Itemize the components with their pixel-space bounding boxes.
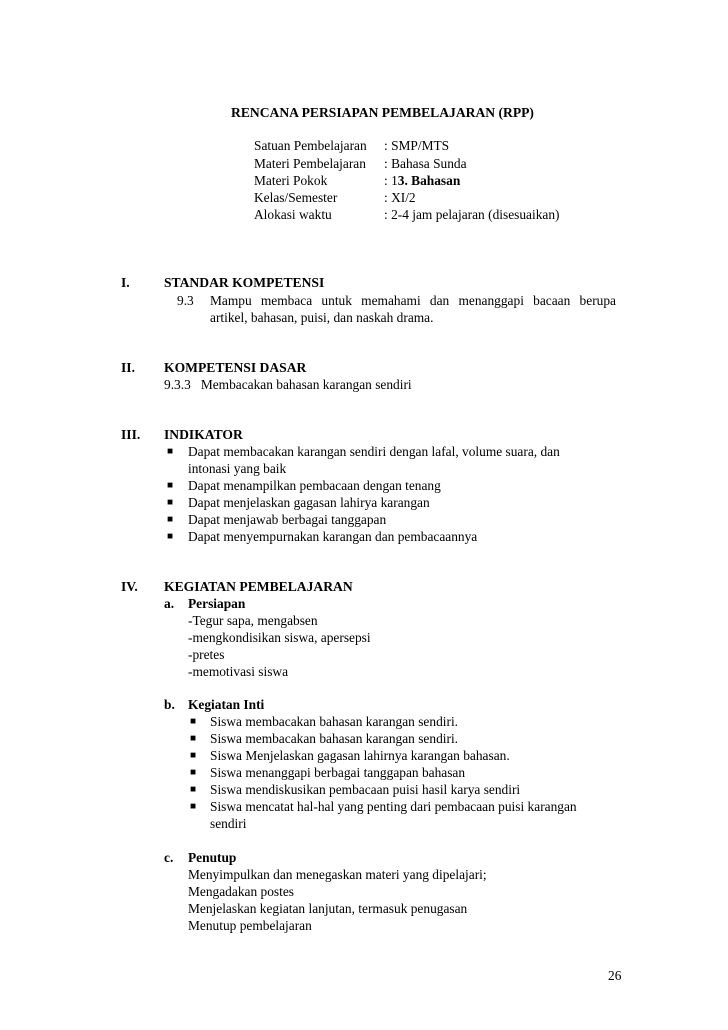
meta-key: Materi Pembelajaran <box>254 156 366 171</box>
activity-line: -memotivasi siswa <box>188 664 289 679</box>
bullet-icon: ■ <box>190 716 197 727</box>
section-title: INDIKATOR <box>164 427 243 442</box>
subsection-label: a. <box>164 596 175 611</box>
meta-value: : XI/2 <box>384 190 416 205</box>
section-title: STANDAR KOMPETENSI <box>164 275 325 290</box>
meta-value-prefix: : 1 <box>384 173 398 188</box>
activity-line: -Tegur sapa, mengabsen <box>188 613 318 628</box>
bullet-icon: ■ <box>190 750 197 761</box>
subsection-title: Penutup <box>188 850 237 865</box>
closing-line: Menyimpulkan dan menegaskan materi yang dipelajari; <box>188 867 487 882</box>
indicator-item: Dapat menjawab berbagai tanggapan <box>188 512 387 527</box>
meta-key: Materi Pokok <box>254 173 328 188</box>
subsection-label: c. <box>164 850 174 865</box>
bullet-icon: ■ <box>167 497 174 508</box>
activity-item: Siswa mendiskusikan pembacaan puisi hasil karya sendiri <box>210 782 521 797</box>
activity-line: -pretes <box>188 647 225 662</box>
meta-value: : SMP/MTS <box>384 138 450 153</box>
basic-competency-item: 9.3.3 Membacakan bahasan karangan sendiri <box>164 377 412 392</box>
meta-value <box>384 172 460 189</box>
indicator-item: intonasi yang baik <box>188 461 287 476</box>
closing-line: Menutup pembelajaran <box>188 918 312 933</box>
section-title: KOMPETENSI DASAR <box>164 360 307 375</box>
activity-item: sendiri <box>210 816 247 831</box>
bullet-icon: ■ <box>190 784 197 795</box>
activity-item: Siswa menanggapi berbagai tanggapan bahasan <box>210 765 466 780</box>
subsection-title: Kegiatan Inti <box>188 697 265 712</box>
competency-number: 9.3 <box>177 293 194 308</box>
closing-line: Menjelaskan kegiatan lanjutan, termasuk penugasan <box>188 901 468 916</box>
page-number: 26 <box>608 968 622 983</box>
bullet-icon: ■ <box>167 480 174 491</box>
meta-value: : 2-4 jam pelajaran (disesuaikan) <box>384 207 560 222</box>
activity-item: Siswa membacakan bahasan karangan sendiri. <box>210 731 459 746</box>
meta-key: Kelas/Semester <box>254 190 338 205</box>
activity-item: Siswa mencatat hal-hal yang penting dari pembacaan puisi karangan <box>210 799 577 814</box>
competency-text: artikel, bahasan, puisi, dan naskah drama. <box>210 310 434 325</box>
bullet-icon: ■ <box>167 446 174 457</box>
meta-key: Satuan Pembelajaran <box>254 138 367 153</box>
meta-value-bold: 3. Bahasan <box>397 173 461 188</box>
subsection-label: b. <box>164 697 175 712</box>
indicator-item: Dapat menjelaskan gagasan lahirya karangan <box>188 495 430 510</box>
subsection-title: Persiapan <box>188 596 246 611</box>
indicator-item: Dapat membacakan karangan sendiri dengan lafal, volume suara, dan <box>188 444 560 459</box>
meta-key: Alokasi waktu <box>254 207 332 222</box>
indicator-item: Dapat menampilkan pembacaan dengan tenang <box>188 478 441 493</box>
indicator-item: Dapat menyempurnakan karangan dan pembacaannya <box>188 529 478 544</box>
section-number: II. <box>121 360 135 375</box>
activity-item: Siswa Menjelaskan gagasan lahirnya karangan bahasan. <box>210 748 510 763</box>
meta-value: : Bahasa Sunda <box>384 156 467 171</box>
section-title: KEGIATAN PEMBELAJARAN <box>164 579 353 594</box>
section-number: III. <box>121 427 141 442</box>
bullet-icon: ■ <box>167 514 174 525</box>
activity-line: -mengkondisikan siswa, apersepsi <box>188 630 371 645</box>
document-title: RENCANA PERSIAPAN PEMBELAJARAN (RPP) <box>231 105 534 120</box>
closing-line: Mengadakan postes <box>188 884 294 899</box>
bullet-icon: ■ <box>190 733 197 744</box>
bullet-icon: ■ <box>190 767 197 778</box>
section-number: IV. <box>121 579 138 594</box>
section-number: I. <box>121 275 130 290</box>
competency-text: Mampu membaca untuk memahami dan menanggapi bacaan berupa <box>210 293 616 308</box>
activity-item: Siswa membacakan bahasan karangan sendiri. <box>210 714 459 729</box>
bullet-icon: ■ <box>167 531 174 542</box>
bullet-icon: ■ <box>190 801 197 812</box>
